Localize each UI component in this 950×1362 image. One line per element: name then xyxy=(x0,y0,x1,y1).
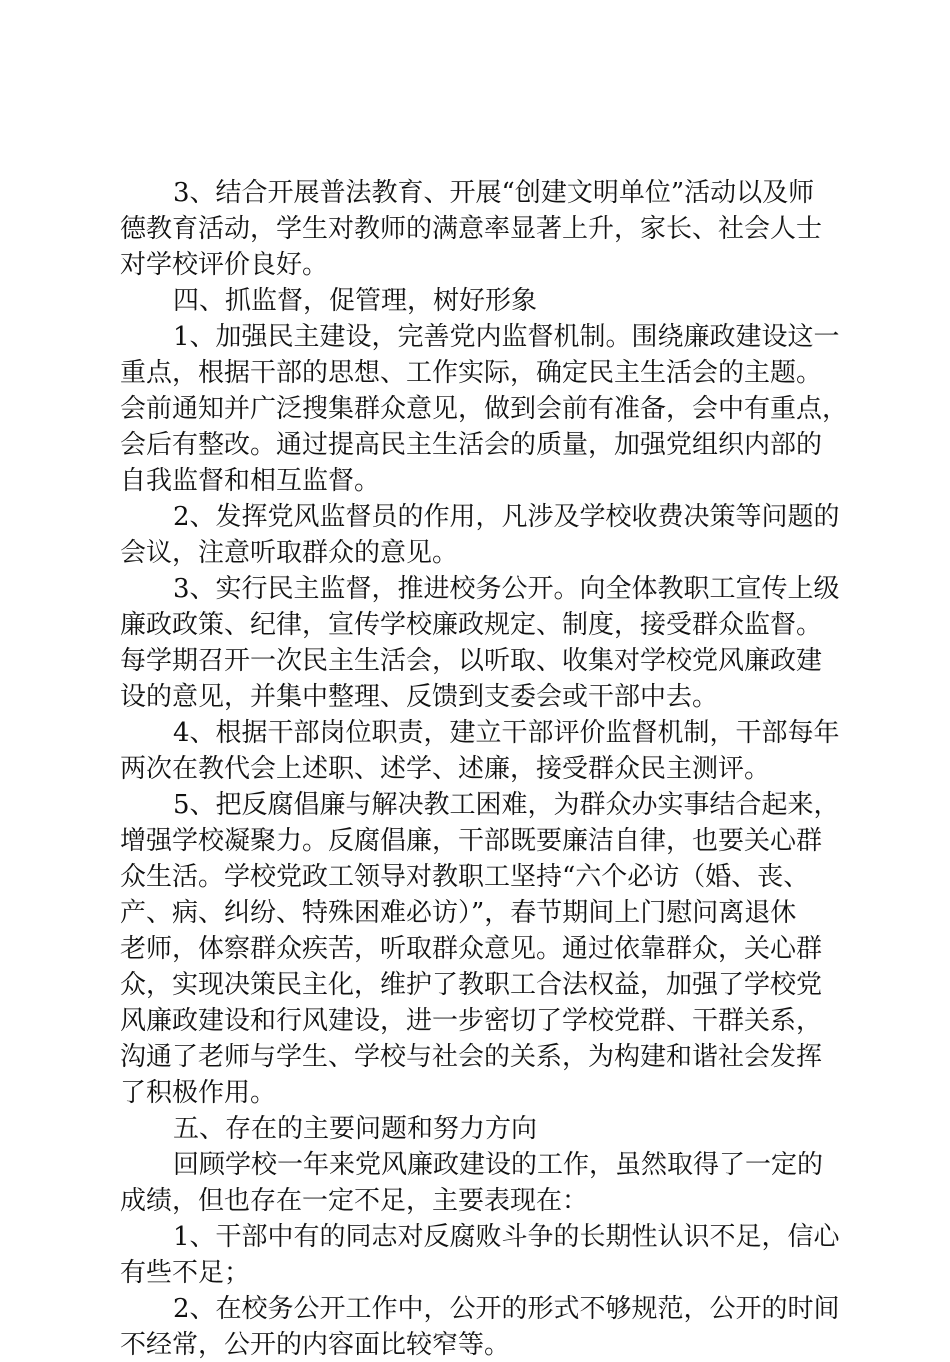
text-line: 成绩，但也存在一定不足，主要表现在： xyxy=(120,1186,589,1216)
text-line: 每学期召开一次民主生活会，以听取、收集对学校党风廉政建 xyxy=(120,646,823,676)
text-line: 两次在教代会上述职、述学、述廉，接受群众民主测评。 xyxy=(120,754,771,784)
text-line: 自我监督和相互监督。 xyxy=(120,466,381,496)
text-line: 3、结合开展普法教育、开展“创建文明单位”活动以及师 xyxy=(173,178,815,208)
text-line: 会议，注意听取群众的意见。 xyxy=(120,538,459,568)
section-heading: 四、抓监督，促管理，树好形象 xyxy=(173,286,538,316)
text-line: 风廉政建设和行风建设，进一步密切了学校党群、干群关系， xyxy=(120,1006,823,1036)
text-line: 老师，体察群众疾苦，听取群众意见。通过依靠群众，关心群 xyxy=(120,934,823,964)
text-line: 1、干部中有的同志对反腐败斗争的长期性认识不足，信心 xyxy=(173,1222,840,1252)
text-line: 产、病、纠纷、特殊困难必访）”，春节期间上门慰问离退休 xyxy=(120,898,797,928)
text-line: 5、把反腐倡廉与解决教工困难，为群众办实事结合起来， xyxy=(173,790,840,820)
text-line: 设的意见，并集中整理、反馈到支委会或干部中去。 xyxy=(120,682,719,712)
text-line: 3、实行民主监督，推进校务公开。向全体教职工宣传上级 xyxy=(173,574,840,604)
text-line: 会前通知并广泛搜集群众意见，做到会前有准备，会中有重点， xyxy=(120,394,849,424)
text-line: 2、在校务公开工作中，公开的形式不够规范，公开的时间 xyxy=(173,1294,840,1324)
text-line: 廉政政策、纪律，宣传学校廉政规定、制度，接受群众监督。 xyxy=(120,610,823,640)
text-line: 沟通了老师与学生、学校与社会的关系，为构建和谐社会发挥 xyxy=(120,1042,823,1072)
text-line: 对学校评价良好。 xyxy=(120,250,329,280)
text-line: 众生活。学校党政工领导对教职工坚持“六个必访（婚、丧、 xyxy=(120,862,810,892)
text-line: 德教育活动，学生对教师的满意率显著上升，家长、社会人士 xyxy=(120,214,823,244)
text-line: 会后有整改。通过提高民主生活会的质量，加强党组织内部的 xyxy=(120,430,823,460)
text-line: 增强学校凝聚力。反腐倡廉，干部既要廉洁自律，也要关心群 xyxy=(120,826,823,856)
text-line: 了积极作用。 xyxy=(120,1078,277,1108)
text-line: 众，实现决策民主化，维护了教职工合法权益，加强了学校党 xyxy=(120,970,823,1000)
text-line: 4、根据干部岗位职责，建立干部评价监督机制，干部每年 xyxy=(173,718,840,748)
text-line: 2、发挥党风监督员的作用，凡涉及学校收费决策等问题的 xyxy=(173,502,840,532)
text-line: 回顾学校一年来党风廉政建设的工作，虽然取得了一定的 xyxy=(173,1150,824,1180)
text-line: 1、加强民主建设，完善党内监督机制。围绕廉政建设这一 xyxy=(173,322,840,352)
text-line: 重点，根据干部的思想、工作实际，确定民主生活会的主题。 xyxy=(120,358,823,388)
text-line: 有些不足； xyxy=(120,1258,251,1288)
section-heading: 五、存在的主要问题和努力方向 xyxy=(173,1114,538,1144)
text-line: 不经常，公开的内容面比较窄等。 xyxy=(120,1330,511,1360)
